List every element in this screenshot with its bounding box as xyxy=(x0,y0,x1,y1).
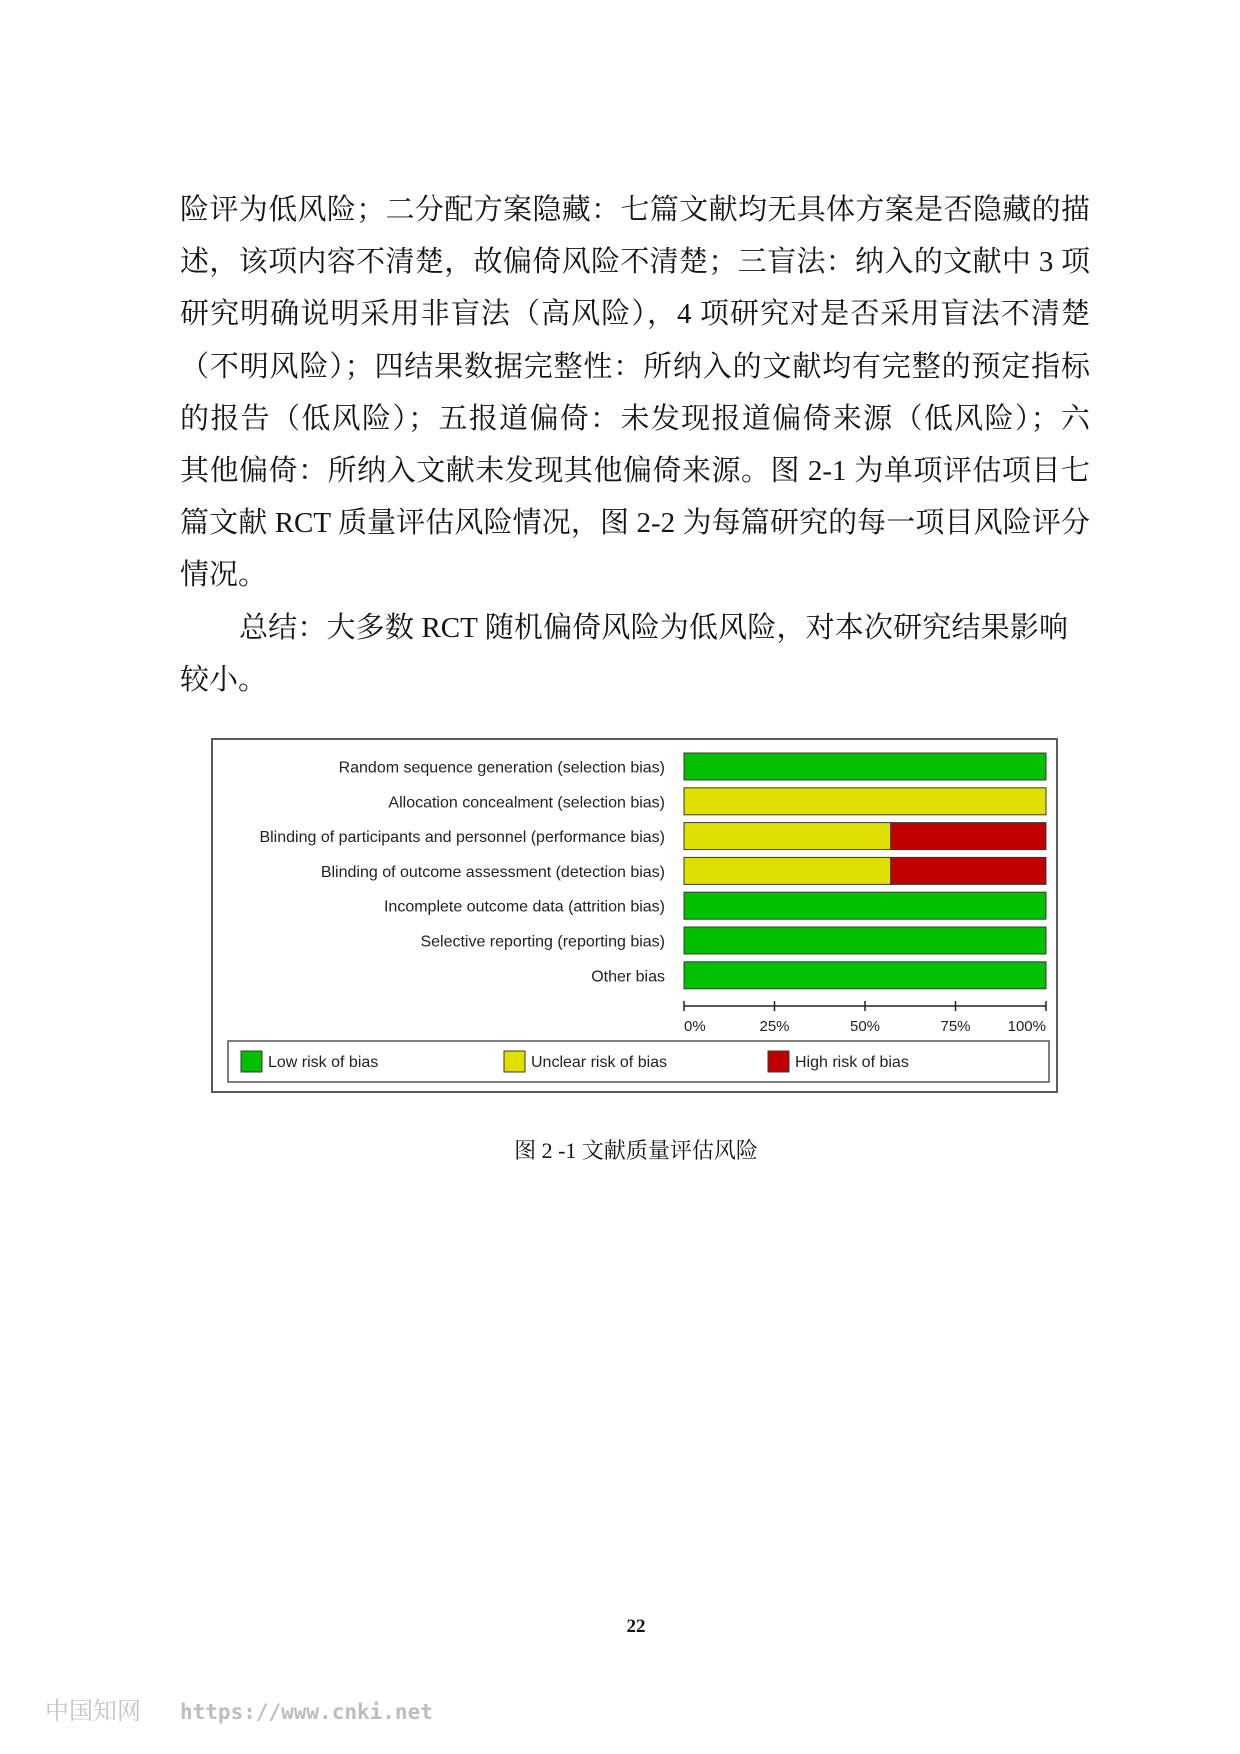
category-label: Selective reporting (reporting bias) xyxy=(420,933,665,951)
x-tick-label: 100% xyxy=(1007,1018,1046,1035)
x-tick-label: 50% xyxy=(849,1018,881,1035)
paragraph-line: 的报告（低风险）；五报道偏倚：未发现报道偏倚来源（低风险）；六 xyxy=(180,403,1090,435)
category-label: Random sequence generation (selection bias) xyxy=(338,759,665,777)
legend-label: Unclear risk of bias xyxy=(531,1054,668,1071)
paragraph-line: 研究明确说明采用非盲法（高风险），4 项研究对是否采用盲法不清楚 xyxy=(180,298,1090,330)
legend-label: Low risk of bias xyxy=(268,1054,379,1071)
page-number: 22 xyxy=(626,1616,646,1637)
bar-segment-high-risk xyxy=(891,823,1046,850)
watermark-brand: 中国知网 xyxy=(45,1697,141,1725)
bar-segment-low-risk xyxy=(684,927,1046,954)
legend-swatch-low-risk xyxy=(241,1051,262,1072)
summary-line: 较小。 xyxy=(180,664,268,696)
figure-caption: 图 2 -1 文献质量评估风险 xyxy=(514,1138,758,1163)
bar-segment-low-risk xyxy=(684,962,1046,989)
paragraph-line: （不明风险）；四结果数据完整性：所纳入的文献均有完整的预定指标 xyxy=(180,351,1090,383)
bar-segment-unclear-risk xyxy=(684,857,891,884)
category-label: Incomplete outcome data (attrition bias) xyxy=(383,898,665,916)
summary-line: 总结：大多数 RCT 随机偏倚风险为低风险，对本次研究结果影响 xyxy=(239,612,1068,644)
x-tick-label: 0% xyxy=(684,1018,706,1035)
bar-segment-unclear-risk xyxy=(684,788,1046,815)
legend-swatch-high-risk xyxy=(768,1051,789,1072)
paragraph-line: 情况。 xyxy=(180,559,268,591)
risk-of-bias-chart xyxy=(211,738,1058,1093)
category-label: Blinding of participants and personnel (performance bias) xyxy=(259,829,665,847)
legend-swatch-unclear-risk xyxy=(504,1051,525,1072)
x-tick-label: 75% xyxy=(940,1018,971,1035)
paragraph-line: 篇文献 RCT 质量评估风险情况，图 2-2 为每篇研究的每一项目风险评分 xyxy=(180,507,1090,539)
bar-segment-high-risk xyxy=(891,857,1046,884)
paragraph-line: 险评为低风险；二分配方案隐藏：七篇文献均无具体方案是否隐藏的描 xyxy=(180,194,1090,226)
legend-label: High risk of bias xyxy=(795,1054,909,1071)
bar-segment-low-risk xyxy=(684,753,1046,780)
category-label: Other bias xyxy=(591,968,665,986)
risk-of-bias-chart-svg xyxy=(213,740,1056,1091)
bar-segment-low-risk xyxy=(684,892,1046,919)
category-label: Allocation concealment (selection bias) xyxy=(388,794,665,812)
x-tick-label: 25% xyxy=(759,1018,790,1035)
bar-segment-unclear-risk xyxy=(684,823,891,850)
paragraph-line: 述，该项内容不清楚，故偏倚风险不清楚；三盲法：纳入的文献中 3 项 xyxy=(180,246,1090,278)
watermark-url: https://www.cnki.net xyxy=(180,1700,433,1724)
paragraph-line: 其他偏倚：所纳入文献未发现其他偏倚来源。图 2-1 为单项评估项目七 xyxy=(180,455,1090,487)
category-label: Blinding of outcome assessment (detection bias) xyxy=(320,863,665,881)
